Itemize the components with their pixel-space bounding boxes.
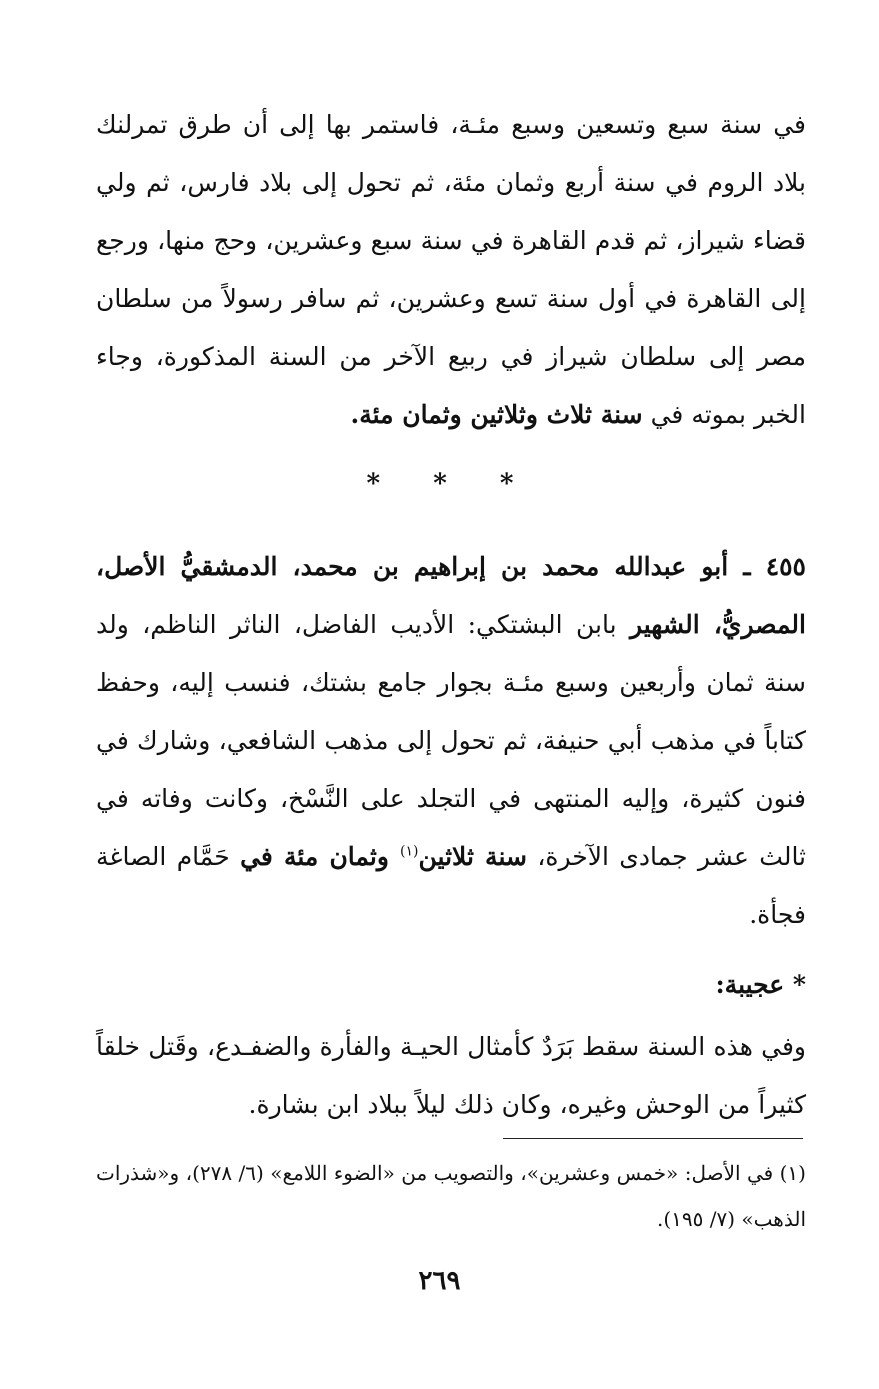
page-body (96, 96, 806, 1134)
footnotes (96, 1150, 806, 1242)
entry-text-a: بابن البشتكي: الأديب الفاضل، الناثر الناظم، ولد سنة ثمان وأربعين وسبع مئـة بجوار جامع بشتك، فنسب إليه، وحفظ كتاباً في مذهب أبي حنيفة، ثم تحول إلى مذهب الشافعي، وشارك في فنون كثيرة، وإليه المنتهى في التجلد على النَّسْخ، وكانت وفاته في ثالث عشر جمادى الآخرة، (96, 610, 807, 871)
page-number: ٢٦٩ (418, 1266, 461, 1296)
biography-entry-455 (96, 538, 806, 944)
footnote-reference: (١) (400, 843, 419, 860)
paragraph-1 (96, 96, 806, 444)
section-divider: * * * (366, 469, 536, 499)
curiosity-heading: * عجيبة: (715, 970, 806, 999)
footnote-1: (١) في الأصل: «خمس وعشرين»، والتصويب من «الضوء اللامع» (٦/ ٢٧٨)، و«شذرات الذهب» (٧/ ١٩٥). (96, 1161, 806, 1231)
footnote-separator (503, 1138, 803, 1139)
entry-bold-a: سنة ثلاثين (418, 842, 527, 871)
paragraph-1-bold-end: سنة ثلاث وثلاثين وثمان مئة. (350, 400, 643, 429)
curiosity-paragraph: وفي هذه السنة سقط بَرَدٌ كأمثال الحيـة والفأرة والضفـدع، وقَتل خلقاً كثيراً من الوحش وغيره، وكان ذلك ليلاً ببلاد ابن بشارة. (96, 1032, 806, 1119)
entry-bold-b: وثمان مئة في (240, 842, 401, 871)
entry-heading: ٤٥٥ ـ أبو عبدالله محمد بن إبراهيم بن محمد، الدمشقيُّ الأصل، المصريُّ، الشهير (96, 552, 806, 639)
entry-text-b: حَمَّام الصاغة فجأة. (96, 842, 806, 929)
paragraph-1-text: في سنة سبع وتسعين وسبع مئـة، فاستمر بها إلى أن طرق تمرلنك بلاد الروم في سنة أربع وثمان مئة، ثم تحول إلى بلاد فارس، ثم ولي قضاء شيراز، ثم قدم القاهرة في سنة سبع وعشرين، وحج منها، ورجع إلى القاهرة في أول سنة تسع وعشرين، ثم سافر رسولاً من سلطان مصر إلى سلطان شيراز في ربيع الآخر من السنة المذكورة، وجاء الخبر بموته في (96, 110, 806, 429)
